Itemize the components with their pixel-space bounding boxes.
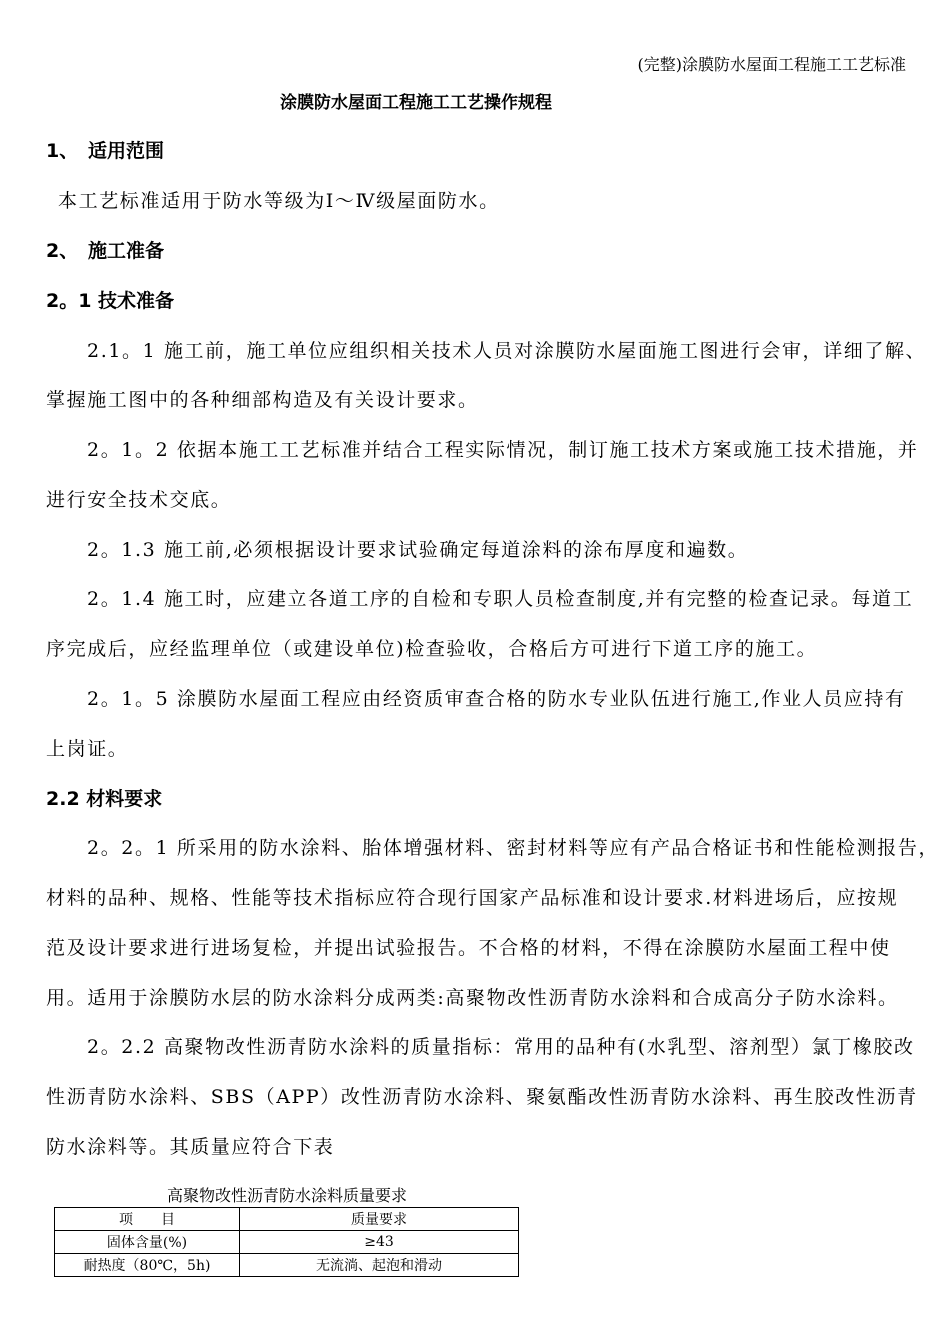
section-number: 2、 bbox=[46, 240, 79, 262]
section-number: 1、 bbox=[46, 140, 79, 162]
paragraph-line: 2。1.4 施工时，应建立各道工序的自检和专职人员检查制度,并有完整的检查记录。每道工 bbox=[87, 588, 914, 610]
paragraph-line: 范及设计要求进行进场复检，并提出试验报告。不合格的材料，不得在涂膜防水屋面工程中使 bbox=[46, 937, 891, 959]
table-header-cell: 项 目 bbox=[55, 1208, 240, 1231]
table-header-row bbox=[55, 1208, 519, 1231]
table-row bbox=[55, 1254, 519, 1277]
paragraph-line: 防水涂料等。其质量应符合下表 bbox=[46, 1136, 335, 1158]
quality-requirements-table bbox=[54, 1207, 519, 1277]
running-header: (完整)涂膜防水屋面工程施工工艺标准 bbox=[637, 55, 906, 74]
paragraph-line: 掌握施工图中的各种细部构造及有关设计要求。 bbox=[46, 389, 479, 411]
table-row bbox=[55, 1231, 519, 1254]
document-title: 涂膜防水屋面工程施工工艺操作规程 bbox=[280, 93, 552, 113]
table-cell: ≥43 bbox=[240, 1231, 519, 1254]
paragraph-line: 进行安全技术交底。 bbox=[46, 489, 232, 511]
section-heading-1 bbox=[46, 136, 164, 163]
paragraph-line: 材料的品种、规格、性能等技术指标应符合现行国家产品标准和设计要求.材料进场后，应按规 bbox=[46, 887, 899, 909]
table-cell: 耐热度（80℃，5h) bbox=[55, 1254, 240, 1277]
paragraph-scope: 本工艺标准适用于防水等级为Ⅰ～Ⅳ级屋面防水。 bbox=[58, 190, 500, 212]
paragraph-line: 2。2。1 所采用的防水涂料、胎体增强材料、密封材料等应有产品合格证书和性能检测报告， bbox=[87, 837, 940, 859]
section-title: 适用范围 bbox=[88, 140, 165, 162]
paragraph-line: 用。适用于涂膜防水层的防水涂料分成两类:高聚物改性沥青防水涂料和合成高分子防水涂料。 bbox=[46, 987, 899, 1009]
paragraph-line: 2。1.3 施工前,必须根据设计要求试验确定每道涂料的涂布厚度和遍数。 bbox=[87, 539, 749, 561]
table-caption: 高聚物改性沥青防水涂料质量要求 bbox=[167, 1186, 408, 1205]
table-cell: 固体含量(%) bbox=[55, 1231, 240, 1254]
table-header-cell: 质量要求 bbox=[240, 1208, 519, 1231]
paragraph-line: 性沥青防水涂料、SBS（APP）改性沥青防水涂料、聚氨酯改性沥青防水涂料、再生胶改性沥青 bbox=[46, 1086, 918, 1108]
subsection-heading-2-2: 2.2 材料要求 bbox=[46, 788, 163, 810]
paragraph-line: 2。1。5 涂膜防水屋面工程应由经资质审查合格的防水专业队伍进行施工,作业人员应持有 bbox=[87, 688, 906, 710]
table-cell: 无流淌、起泡和滑动 bbox=[240, 1254, 519, 1277]
paragraph-line: 上岗证。 bbox=[46, 738, 129, 760]
subsection-heading-2-1: 2。1 技术准备 bbox=[46, 290, 175, 312]
paragraph-line: 2。2.2 高聚物改性沥青防水涂料的质量指标：常用的品种有(水乳型、溶剂型）氯丁橡胶改 bbox=[87, 1036, 915, 1058]
paragraph-line: 2。1。2 依据本施工工艺标准并结合工程实际情况，制订施工技术方案或施工技术措施，并 bbox=[87, 439, 919, 461]
section-heading-2 bbox=[46, 236, 164, 263]
section-title: 施工准备 bbox=[88, 240, 165, 262]
paragraph-line: 序完成后，应经监理单位（或建设单位)检查验收，合格后方可进行下道工序的施工。 bbox=[46, 638, 818, 660]
paragraph-line: 2.1。1 施工前，施工单位应组织相关技术人员对涂膜防水屋面施工图进行会审，详细了解、 bbox=[87, 340, 927, 362]
